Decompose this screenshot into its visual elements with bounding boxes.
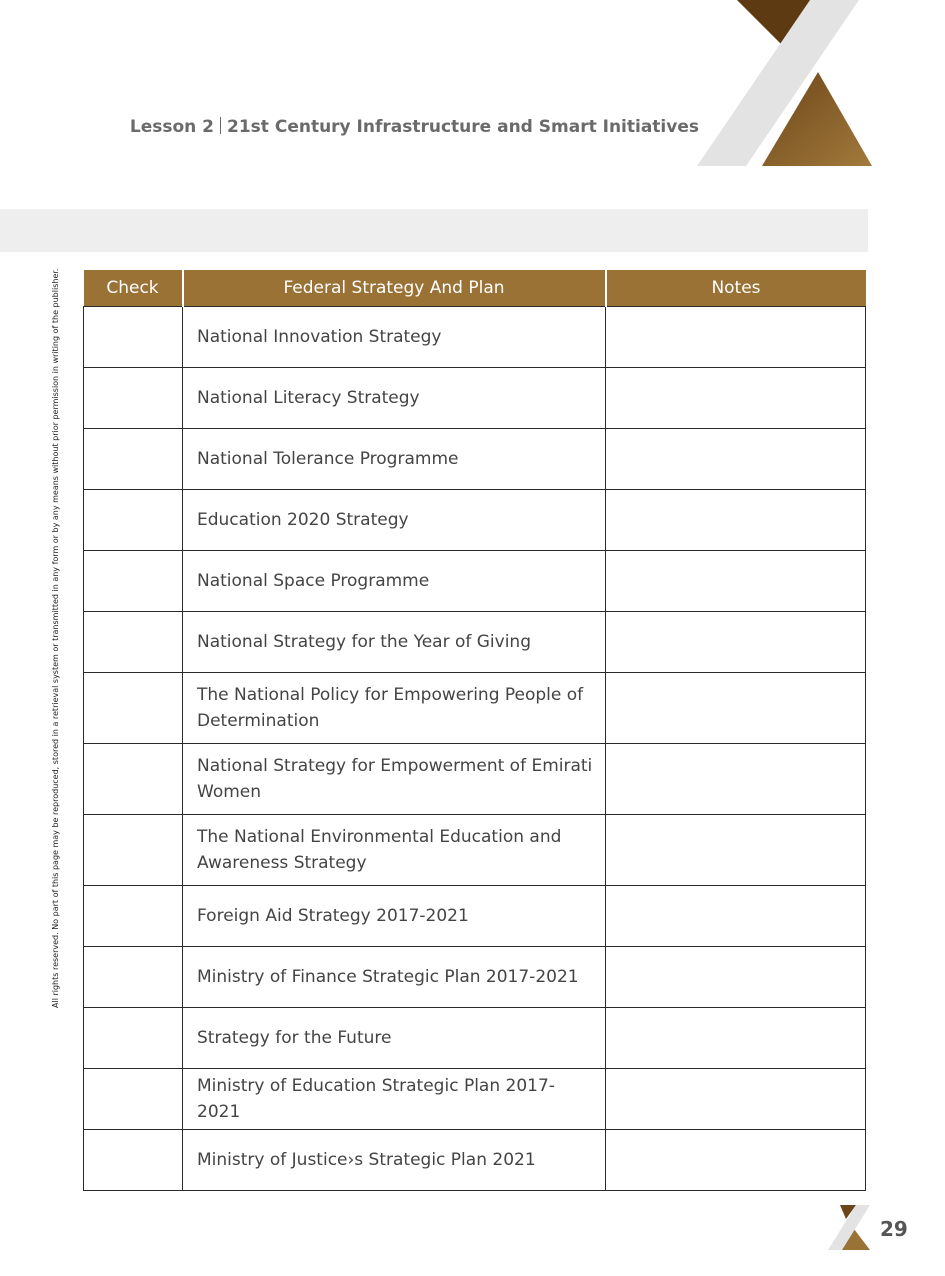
check-cell[interactable] [84,886,183,947]
lesson-header [130,117,699,137]
notes-cell[interactable] [606,947,866,1008]
strategy-cell: Ministry of Finance Strategic Plan 2017-2021 [183,947,606,1008]
notes-cell[interactable] [606,490,866,551]
strategy-cell: National Literacy Strategy [183,368,606,429]
lesson-title: 21st Century Infrastructure and Smart Initiatives [227,117,699,137]
check-cell[interactable] [84,744,183,815]
check-cell[interactable] [84,673,183,744]
check-cell[interactable] [84,368,183,429]
table-row [84,1130,866,1191]
notes-cell[interactable] [606,886,866,947]
notes-cell[interactable] [606,551,866,612]
notes-cell[interactable] [606,307,866,368]
table-row [84,744,866,815]
header-divider [220,117,221,134]
table-row [84,490,866,551]
notes-cell[interactable] [606,612,866,673]
copyright-notice: All rights reserved. No part of this page may be reproduced, stored in a retrieval system or transmitted in any form or by any means without prior permission in writing of the publisher. [51,268,60,1008]
notes-cell[interactable] [606,815,866,886]
strategy-cell: Ministry of Justice›s Strategic Plan 2021 [183,1130,606,1191]
strategy-cell: National Strategy for Empowerment of Emirati Women [183,744,606,815]
notes-cell[interactable] [606,744,866,815]
notes-cell[interactable] [606,1008,866,1069]
check-cell[interactable] [84,1130,183,1191]
table-row [84,1069,866,1130]
table-row [84,429,866,490]
page-footer [826,1205,926,1251]
corner-x-logo [690,0,880,170]
table-row [84,307,866,368]
notes-column-header: Notes [606,270,866,307]
notes-cell[interactable] [606,673,866,744]
strategy-cell: National Space Programme [183,551,606,612]
check-cell[interactable] [84,612,183,673]
page-x-logo [826,1205,872,1251]
check-cell[interactable] [84,947,183,1008]
table-row [84,815,866,886]
notes-cell[interactable] [606,368,866,429]
check-cell[interactable] [84,429,183,490]
strategy-table [83,270,866,1191]
check-cell[interactable] [84,1008,183,1069]
check-cell[interactable] [84,1069,183,1130]
strategy-cell: The National Policy for Empowering People of Determination [183,673,606,744]
header-band [0,209,868,252]
strategy-cell: Foreign Aid Strategy 2017-2021 [183,886,606,947]
notes-cell[interactable] [606,1130,866,1191]
strategy-cell: Education 2020 Strategy [183,490,606,551]
strategy-cell: National Innovation Strategy [183,307,606,368]
notes-cell[interactable] [606,1069,866,1130]
table-row [84,612,866,673]
strategy-cell: Strategy for the Future [183,1008,606,1069]
notes-cell[interactable] [606,429,866,490]
table-header-row [84,270,866,307]
table-row [84,673,866,744]
table-row [84,1008,866,1069]
strategy-column-header: Federal Strategy And Plan [183,270,606,307]
strategy-cell: The National Environmental Education and Awareness Strategy [183,815,606,886]
table-row [84,551,866,612]
check-cell[interactable] [84,490,183,551]
check-cell[interactable] [84,551,183,612]
strategy-cell: National Strategy for the Year of Giving [183,612,606,673]
check-cell[interactable] [84,815,183,886]
table-row [84,368,866,429]
table-row [84,947,866,1008]
strategy-cell: Ministry of Education Strategic Plan 2017-2021 [183,1069,606,1130]
check-cell[interactable] [84,307,183,368]
lesson-label: Lesson 2 [129,117,215,137]
strategy-cell: National Tolerance Programme [183,429,606,490]
table-row [84,886,866,947]
check-column-header: Check [84,270,183,307]
page-number: 29 [880,1217,908,1241]
